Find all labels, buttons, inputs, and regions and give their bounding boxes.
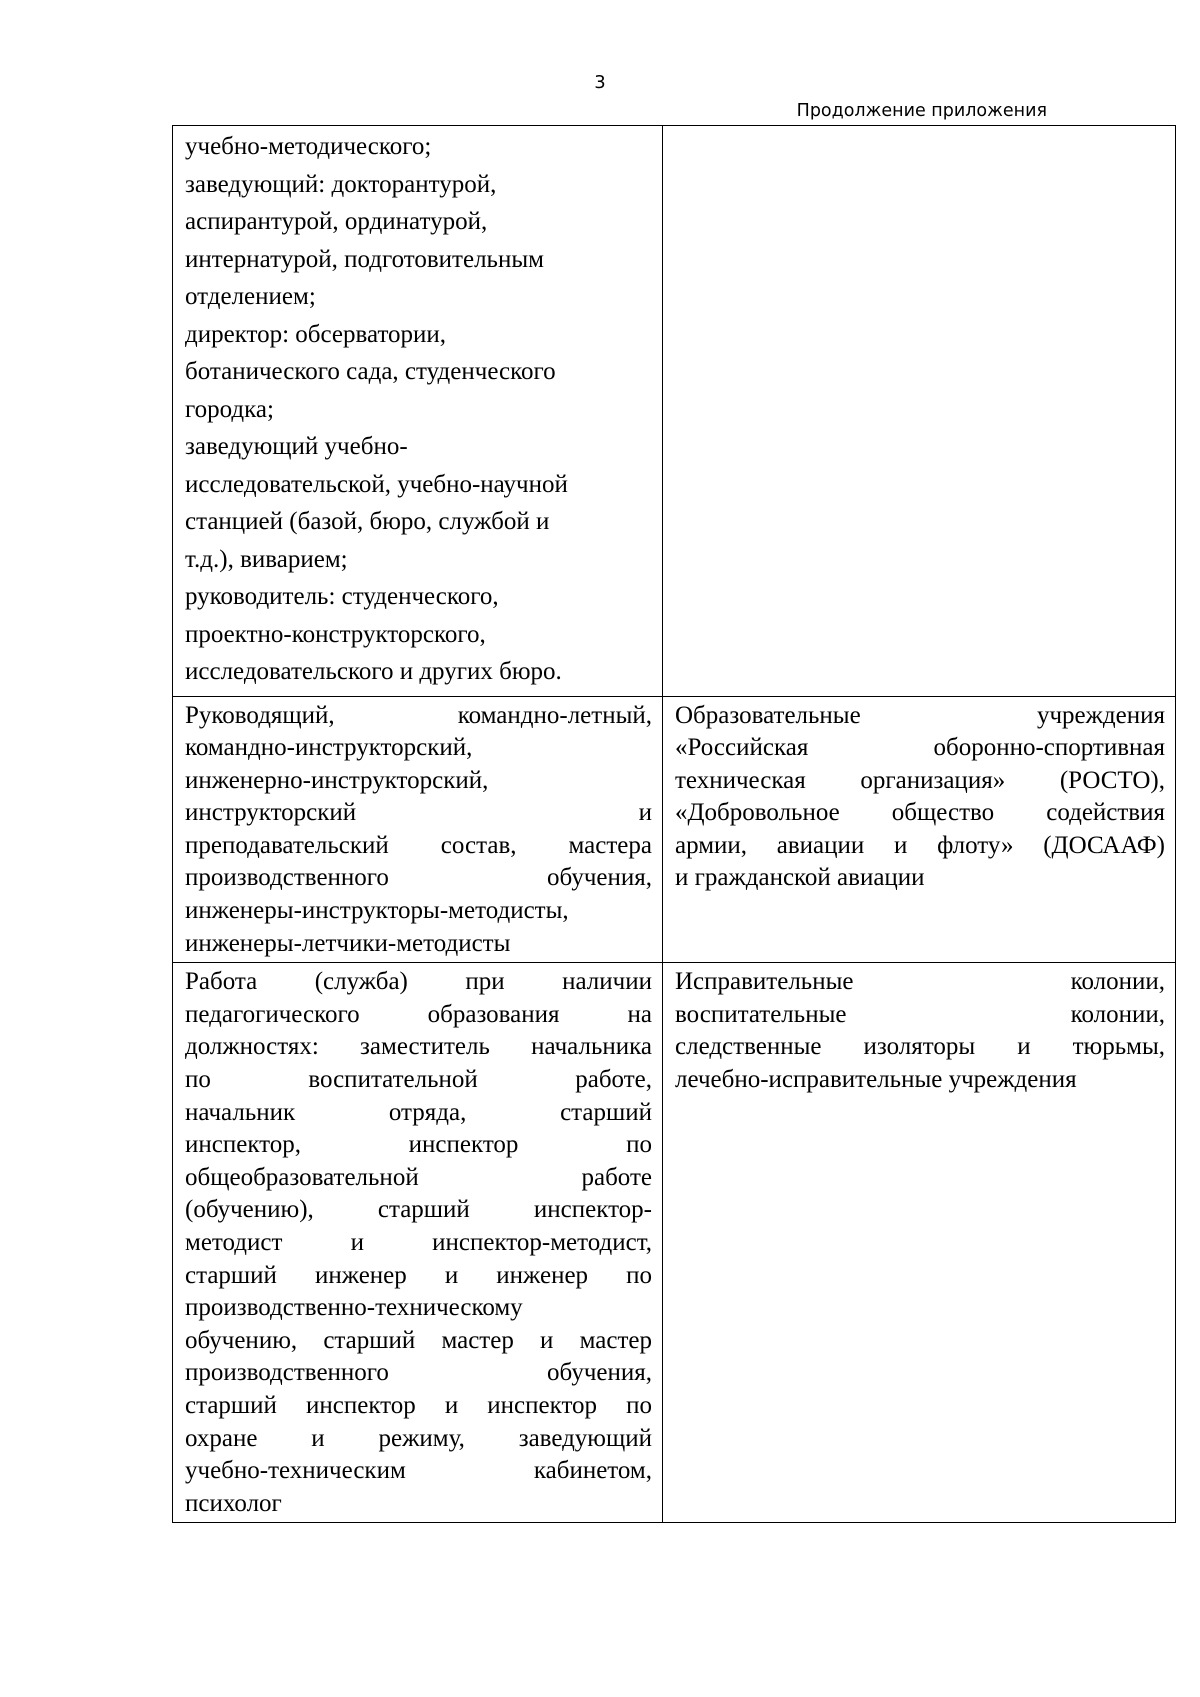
cell-line: аспирантурой, ординатурой,: [185, 208, 488, 235]
cell-line: инструкторский и: [185, 799, 652, 827]
table-cell-positions: [173, 963, 663, 1523]
table-row: [173, 696, 1176, 963]
cell-line: техническая организация» (РОСТО),: [675, 766, 1165, 794]
cell-line: обучению, старший мастер и мастер: [185, 1326, 652, 1354]
appendix-table: [172, 125, 1176, 1523]
cell-line: и гражданской авиации: [675, 864, 925, 892]
cell-line: старший инженер и инженер по: [185, 1261, 652, 1289]
cell-line: начальник отряда, старший: [185, 1098, 652, 1126]
cell-line: инженеры-инструкторы-методисты,: [185, 897, 569, 925]
cell-line: Руководящий, командно-летный,: [185, 701, 652, 729]
cell-line: должностях: заместитель начальника: [185, 1033, 652, 1061]
cell-line: городка;: [185, 395, 274, 423]
cell-line: «Добровольное общество содействия: [675, 799, 1165, 827]
cell-line: отделением;: [185, 283, 316, 310]
cell-line: общеобразовательной работе: [185, 1163, 652, 1191]
cell-line: психолог: [185, 1489, 282, 1517]
table-cell-positions: [173, 696, 663, 963]
cell-line: проектно-конструкторского,: [185, 620, 486, 648]
cell-line: охране и режиму, заведующий: [185, 1424, 652, 1452]
cell-line: командно-инструкторский,: [185, 734, 473, 762]
table-cell-institutions: [663, 126, 1176, 697]
cell-line: станцией (базой, бюро, службой и: [185, 508, 550, 535]
table-row: [173, 963, 1176, 1523]
table-row: [173, 126, 1176, 697]
cell-line: старший инспектор и инспектор по: [185, 1391, 652, 1419]
cell-line: Работа (служба) при наличии: [185, 968, 652, 996]
table-cell-institutions: [663, 963, 1176, 1523]
cell-line: инженеры-летчики-методисты: [185, 929, 511, 957]
cell-line: производственно-техническому: [185, 1294, 523, 1322]
cell-line: по воспитательной работе,: [185, 1066, 652, 1094]
table-cell-positions: [173, 126, 663, 697]
cell-line: исследовательской, учебно-научной: [185, 470, 568, 498]
cell-line: ботанического сада, студенческого: [185, 358, 556, 385]
cell-line: заведующий: докторантурой,: [185, 170, 497, 198]
cell-line: «Российская оборонно-спортивная: [675, 734, 1165, 762]
cell-line: Образовательные учреждения: [675, 701, 1165, 729]
cell-line: исследовательского и других бюро.: [185, 658, 562, 685]
cell-line: следственные изоляторы и тюрьмы,: [675, 1033, 1165, 1061]
cell-line: инспектор, инспектор по: [185, 1131, 652, 1159]
cell-line: директор: обсерватории,: [185, 320, 447, 348]
cell-line: методист и инспектор-методист,: [185, 1229, 652, 1256]
cell-line: Исправительные колонии,: [675, 968, 1165, 996]
cell-line: лечебно-исправительные учреждения: [675, 1066, 1077, 1094]
continuation-label: Продолжение приложения: [796, 101, 1047, 121]
cell-line: руководитель: студенческого,: [185, 583, 499, 610]
cell-line: преподавательский состав, мастера: [185, 831, 652, 859]
cell-line: педагогического образования на: [185, 1000, 652, 1028]
cell-line: учебно-техническим кабинетом,: [185, 1457, 652, 1485]
cell-line: армии, авиации и флоту» (ДОСААФ): [675, 831, 1165, 859]
cell-line: воспитательные колонии,: [675, 1000, 1165, 1028]
cell-line: заведующий учебно-: [185, 433, 408, 460]
cell-line: учебно-методического;: [185, 133, 432, 160]
cell-line: производственного обучения,: [185, 864, 652, 892]
cell-line: производственного обучения,: [185, 1359, 652, 1387]
table-cell-institutions: [663, 696, 1176, 963]
cell-line: интернатурой, подготовительным: [185, 245, 544, 273]
cell-line: инженерно-инструкторский,: [185, 766, 489, 794]
cell-line: т.д.), виварием;: [185, 545, 348, 573]
page-number: 3: [594, 72, 606, 93]
cell-line: (обучению), старший инспектор-: [185, 1196, 652, 1224]
